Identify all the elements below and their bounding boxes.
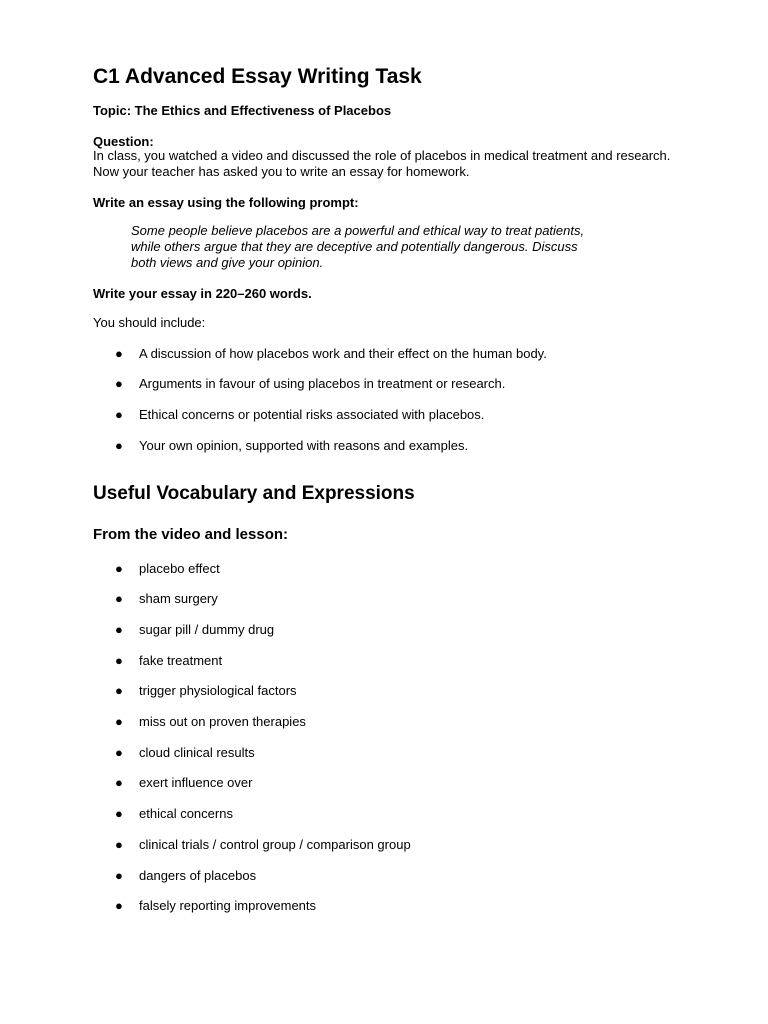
vocab-item-text: exert influence over: [139, 775, 253, 790]
list-item-text: A discussion of how placebos work and their effect on the human body.: [139, 346, 547, 361]
include-label: You should include:: [93, 315, 206, 330]
bullet-icon: ●: [115, 561, 123, 576]
question-text: In class, you watched a video and discussed the role of placebos in medical treatment and research. Now your teacher has asked you to write an essay for homework.: [93, 148, 671, 179]
bullet-icon: ●: [115, 683, 123, 698]
bullet-icon: ●: [115, 653, 123, 668]
list-item-text: Your own opinion, supported with reasons and examples.: [139, 438, 469, 453]
topic-line: Topic: The Ethics and Effectiveness of Placebos: [93, 103, 392, 118]
vocab-item-text: ethical concerns: [139, 806, 233, 821]
vocab-item-text: falsely reporting improvements: [139, 898, 317, 913]
bullet-icon: ●: [115, 591, 123, 606]
bullet-icon: ●: [115, 346, 123, 361]
bullet-icon: ●: [115, 714, 123, 729]
list-item-text: Ethical concerns or potential risks associated with placebos.: [139, 407, 485, 422]
bullet-icon: ●: [115, 438, 123, 453]
vocab-item-text: clinical trials / control group / comparison group: [139, 837, 411, 852]
bullet-icon: ●: [115, 622, 123, 637]
essay-prompt-line: both views and give your opinion.: [131, 255, 324, 270]
bullet-icon: ●: [115, 868, 123, 883]
bullet-icon: ●: [115, 837, 123, 852]
vocab-item-text: cloud clinical results: [139, 745, 255, 760]
bullet-icon: ●: [115, 376, 123, 391]
vocab-item-text: sugar pill / dummy drug: [139, 622, 275, 637]
essay-prompt: [131, 223, 671, 271]
vocab-item-text: placebo effect: [139, 561, 220, 576]
vocab-subheading: From the video and lesson:: [93, 526, 289, 543]
essay-prompt-line: while others argue that they are deceptive and potentially dangerous. Discuss: [131, 239, 578, 254]
bullet-icon: ●: [115, 806, 123, 821]
bullet-icon: ●: [115, 898, 123, 913]
prompt-label: Write an essay using the following prompt:: [93, 195, 359, 210]
vocab-item-text: miss out on proven therapies: [139, 714, 306, 729]
question-label: Question:: [93, 134, 154, 149]
vocab-heading: Useful Vocabulary and Expressions: [93, 483, 415, 504]
vocab-item-text: sham surgery: [139, 591, 218, 606]
vocab-item-text: fake treatment: [139, 653, 223, 668]
vocab-item-text: dangers of placebos: [139, 868, 257, 883]
page-title: C1 Advanced Essay Writing Task: [93, 65, 422, 88]
vocab-item-text: trigger physiological factors: [139, 683, 297, 698]
essay-prompt-line: Some people believe placebos are a powerful and ethical way to treat patients,: [131, 223, 585, 238]
bullet-icon: ●: [115, 407, 123, 422]
bullet-icon: ●: [115, 745, 123, 760]
list-item-text: Arguments in favour of using placebos in treatment or research.: [139, 376, 506, 391]
word-count-instruction: Write your essay in 220–260 words.: [93, 286, 312, 301]
bullet-icon: ●: [115, 775, 123, 790]
